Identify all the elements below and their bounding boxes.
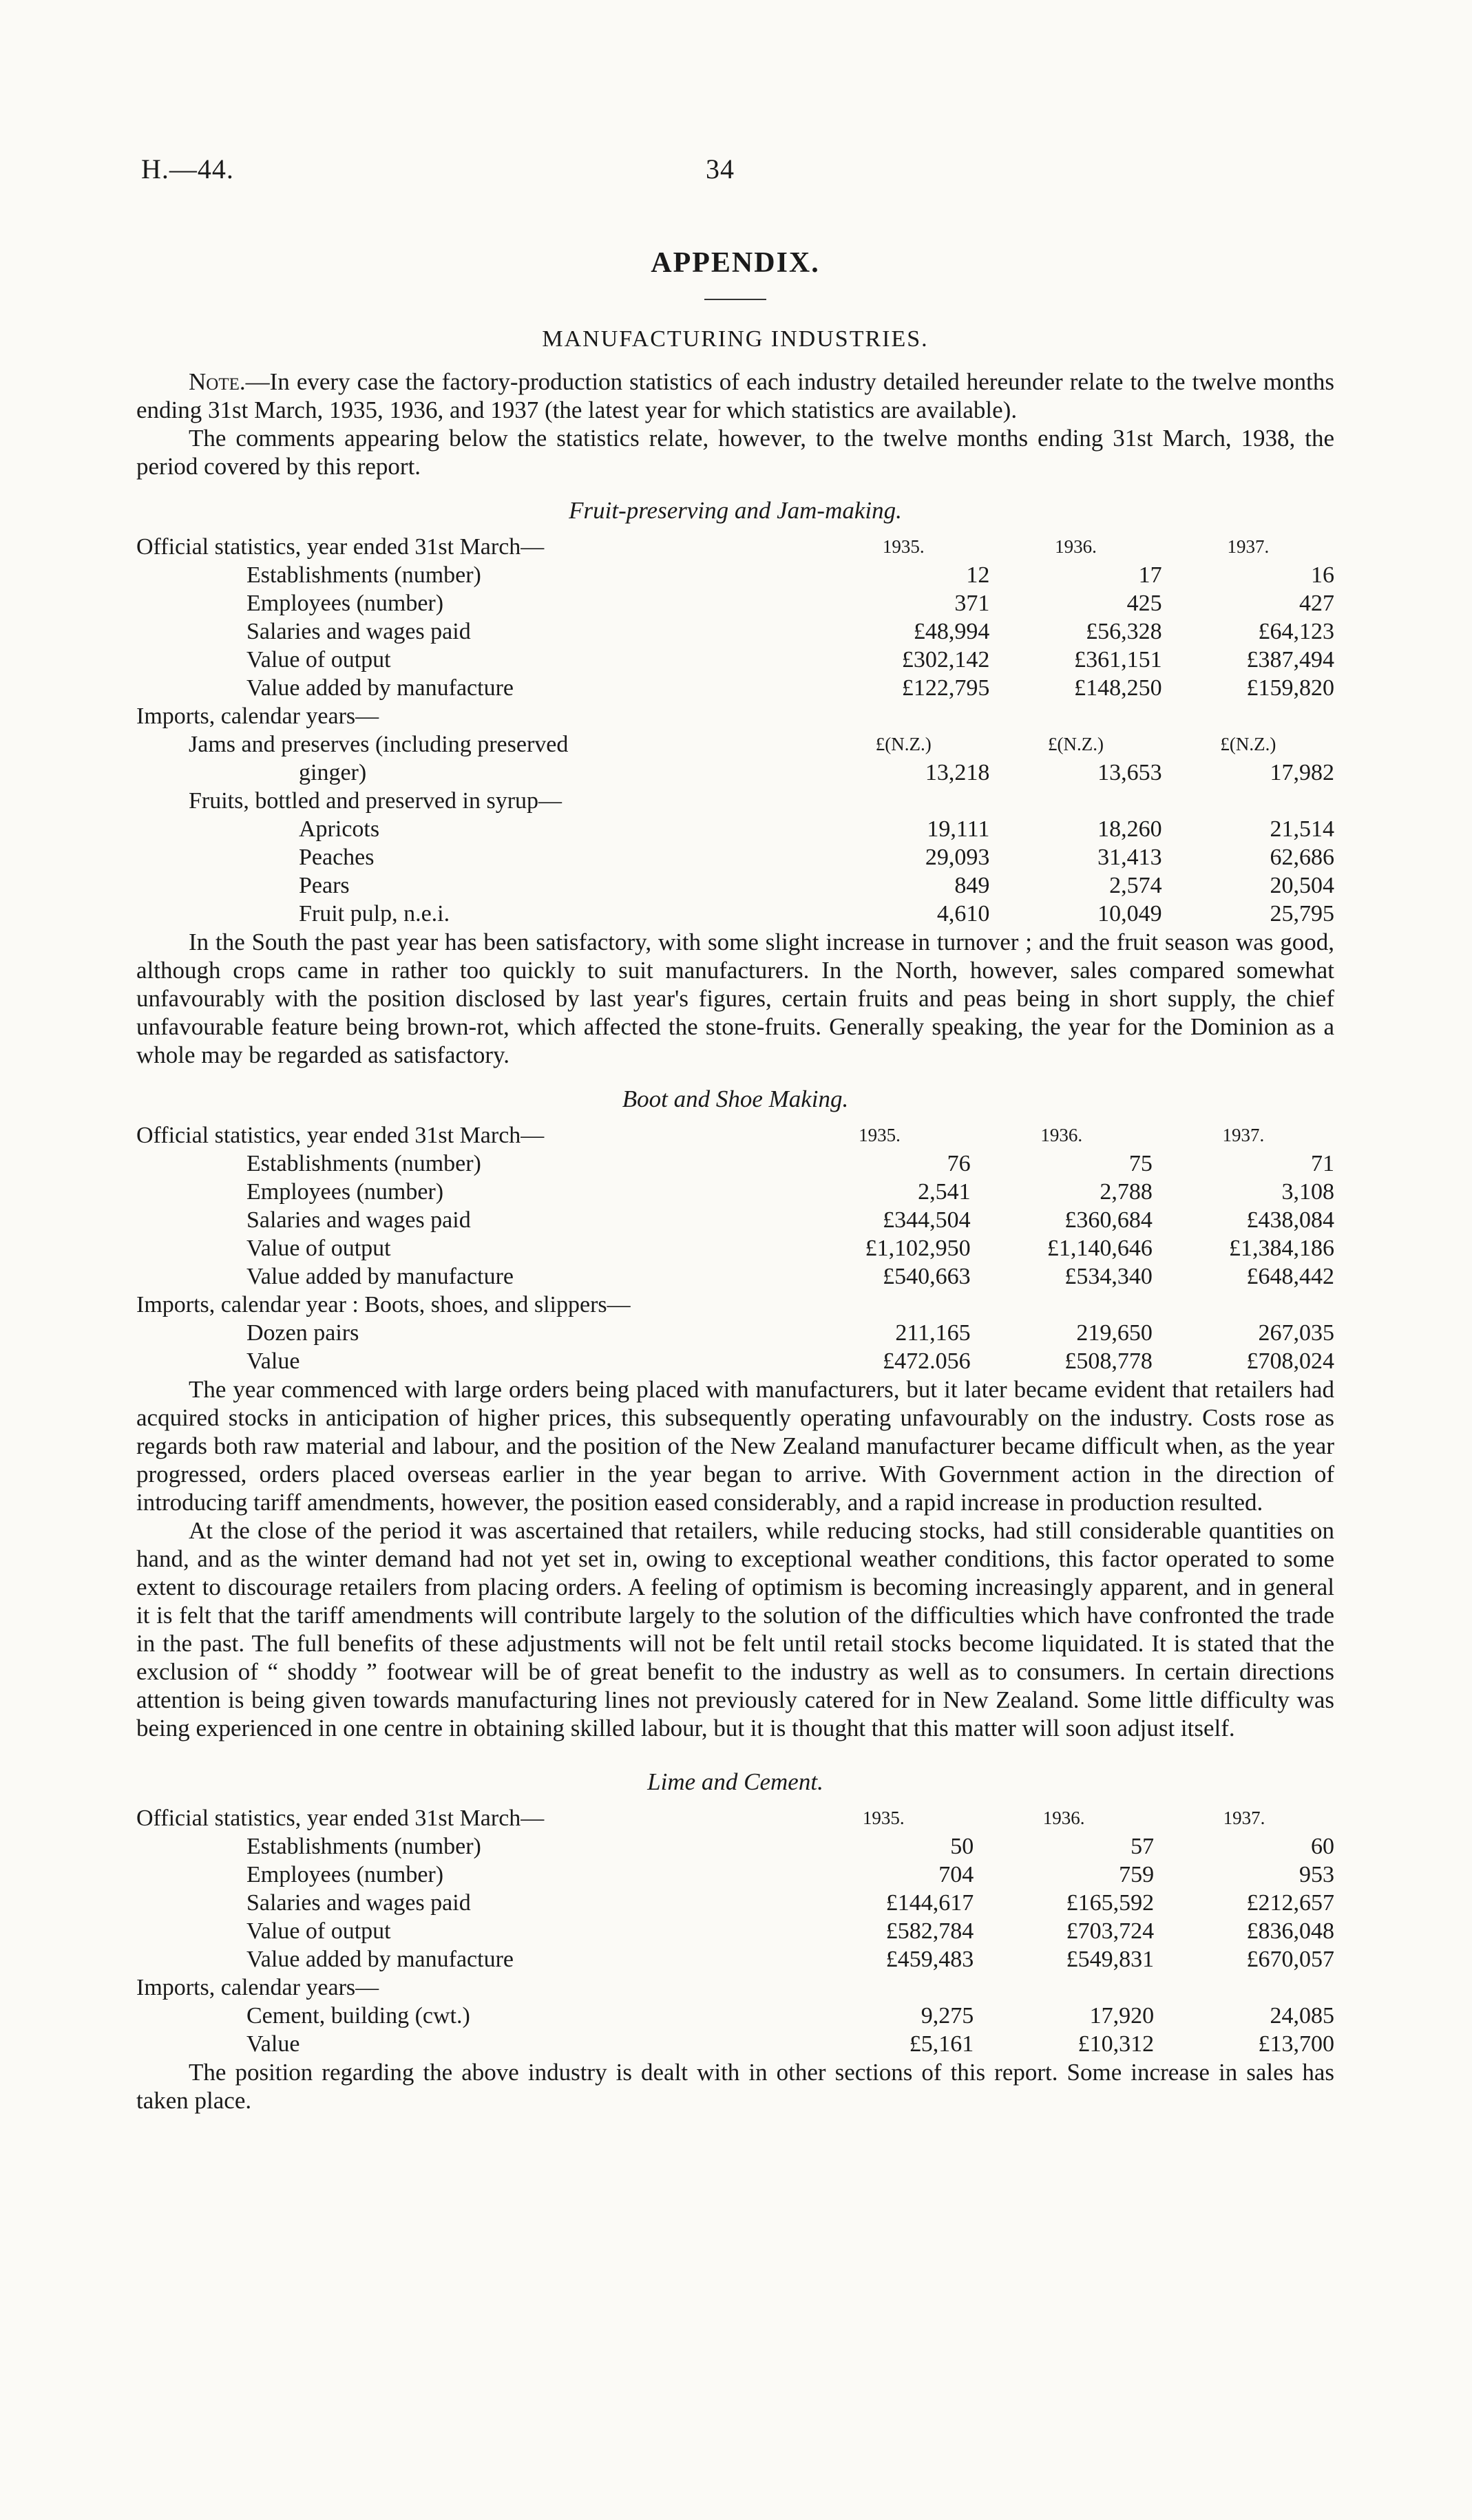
cell: 62,686 — [1270, 845, 1334, 870]
cell: 2,541 — [918, 1179, 971, 1205]
cell: 425 — [1126, 591, 1162, 616]
cell: £582,784 — [885, 1918, 974, 1944]
cell: £148,250 — [1074, 675, 1162, 701]
note-paragraph — [136, 368, 1334, 424]
cell: 57 — [1131, 1834, 1155, 1859]
table-row — [136, 1917, 1334, 1945]
lime-stats-table — [136, 1804, 1334, 2058]
cell: £360,684 — [1064, 1207, 1153, 1233]
row-label: Value of output — [246, 647, 391, 673]
cell: £508,778 — [1064, 1348, 1153, 1374]
cell: 17 — [1138, 562, 1162, 588]
table-row — [136, 1945, 1334, 1973]
table-row — [136, 815, 1334, 843]
table-row — [136, 646, 1334, 674]
cell: £836,048 — [1246, 1918, 1334, 1944]
row-label: Peaches — [299, 845, 375, 870]
cell: 704 — [938, 1862, 974, 1887]
row-label: Employees (number) — [246, 1862, 444, 1887]
row-label: Establishments (number) — [246, 1834, 481, 1859]
cell: 2,788 — [1100, 1179, 1153, 1205]
year-header: 1935. — [862, 1808, 905, 1828]
note-text: —In every case the factory-production statistics of each industry detailed hereunder relate to the twelve months ending 31st March, 1935, 1936, and 1937 (the latest year for which statistics are available). — [136, 368, 1334, 423]
row-label: Value added by manufacture — [246, 675, 514, 701]
cell: £64,123 — [1258, 619, 1334, 644]
cell: £10,312 — [1077, 2031, 1155, 2057]
cell: 211,165 — [895, 1320, 971, 1346]
row-label: Establishments (number) — [246, 1151, 481, 1176]
cell: £5,161 — [909, 2031, 974, 2057]
row-label: Employees (number) — [246, 591, 444, 616]
unit-header: £(N.Z.) — [1048, 734, 1104, 754]
table-row — [136, 533, 1334, 561]
unit-header: £(N.Z.) — [875, 734, 932, 754]
table-row — [136, 589, 1334, 617]
section-heading-boot: Boot and Shoe Making. — [622, 1086, 849, 1112]
row-label: Value added by manufacture — [246, 1947, 514, 1972]
cell: 24,085 — [1270, 2003, 1334, 2029]
page-number: 34 — [706, 153, 735, 184]
cell: £13,700 — [1258, 2031, 1334, 2057]
note-paragraph-2: The comments appearing below the statistics relate, however, to the twelve months ending 31st March, 1938, the period covered by this report. — [136, 425, 1334, 480]
row-label: Cement, building (cwt.) — [246, 2003, 470, 2029]
cell: 76 — [947, 1151, 971, 1176]
cell: £534,340 — [1064, 1264, 1153, 1289]
cell: 219,650 — [1076, 1320, 1153, 1346]
cell: 19,111 — [927, 816, 990, 842]
boot-comment-2: At the close of the period it was ascertained that retailers, while reducing stocks, had still considerable quantities on hand, and as the winter demand had not yet set in, owing to exceptional weather conditions, this factor operated to some extent to discourage retailers from placing orders. A feeling of optimism is becoming increasingly apparent, and in general it is felt that the tariff amendments will contribute largely to the solution of the difficulties which have confronted the trade in the past. The full benefits of these adjustments will not be felt until retail stocks become liquidated. It is stated that the exclusion of “ shoddy ” footwear will be of great benefit to the industry as well as to consumers. In certain directions attention is being given towards manufacturing lines not previously catered for in New Zealand. Some little difficulty was being experienced in one centre in obtaining skilled labour, but it is thought that this matter will soon adjust itself. — [136, 1517, 1334, 1741]
row-label: Value added by manufacture — [246, 1264, 514, 1289]
cell: £344,504 — [883, 1207, 971, 1233]
imports-label: Imports, calendar years— — [136, 703, 379, 729]
cell: 13,653 — [1097, 760, 1162, 785]
fruit-comment: In the South the past year has been satisfactory, with some slight increase in turnover ; and the fruit season was good, although crops came in rather too quickly to suit manufacturers. In the North, however, sales compared somewhat unfavourably with the position disclosed by last year's figures, certain fruits and peas being in short supply, the chief unfavourable feature being brown-rot, which affected the stone-fruits. Generally speaking, the year for the Dominion as a whole may be regarded as satisfactory. — [136, 929, 1334, 1068]
cell: £1,140,646 — [1047, 1236, 1153, 1261]
year-header: 1936. — [1040, 1125, 1083, 1145]
row-label: ginger) — [299, 760, 367, 785]
cell: 371 — [954, 591, 990, 616]
imports-label: Imports, calendar year : Boots, shoes, and slippers— — [136, 1292, 631, 1317]
table-row — [136, 674, 1334, 702]
table-row — [136, 1804, 1334, 1832]
table-row — [136, 561, 1334, 589]
table-row — [136, 702, 1334, 730]
cell: £159,820 — [1246, 675, 1334, 701]
year-header: 1935. — [882, 536, 925, 557]
cell: £122,795 — [901, 675, 990, 701]
imports-label: Imports, calendar years— — [136, 1975, 379, 2000]
cell: 16 — [1311, 562, 1334, 588]
table-row — [136, 1832, 1334, 1861]
cell: 953 — [1299, 1862, 1334, 1887]
cell: 75 — [1128, 1151, 1153, 1176]
cell: £387,494 — [1246, 647, 1334, 673]
row-label: Apricots — [299, 816, 380, 842]
table-row — [136, 2002, 1334, 2030]
year-header: 1937. — [1223, 1808, 1265, 1828]
cell: 17,920 — [1089, 2003, 1155, 2029]
note-label: Note. — [189, 368, 246, 395]
table-row — [136, 1150, 1334, 1178]
cell: £302,142 — [901, 647, 990, 673]
table-row — [136, 1861, 1334, 1889]
year-header: 1937. — [1227, 536, 1270, 557]
table-row — [136, 787, 1334, 815]
cell: 759 — [1119, 1862, 1155, 1887]
cell: 427 — [1299, 591, 1334, 616]
cell: 4,610 — [936, 901, 990, 927]
row-label: Fruit pulp, n.e.i. — [299, 901, 450, 927]
cell: £212,657 — [1246, 1890, 1334, 1916]
cell: £56,328 — [1086, 619, 1162, 644]
cell: £540,663 — [883, 1264, 971, 1289]
cell: £361,151 — [1074, 647, 1162, 673]
cell: 17,982 — [1270, 760, 1334, 785]
table-row — [136, 871, 1334, 900]
row-label: Dozen pairs — [246, 1320, 359, 1346]
row-label: Jams and preserves (including preserved — [189, 732, 569, 757]
table-row — [136, 1178, 1334, 1206]
cell: £459,483 — [885, 1947, 974, 1972]
year-header: 1936. — [1055, 536, 1097, 557]
table-row — [136, 1889, 1334, 1917]
section-heading-lime: Lime and Cement. — [647, 1768, 823, 1795]
row-label: Value of output — [246, 1236, 391, 1261]
section-heading-fruit: Fruit-preserving and Jam-making. — [569, 497, 902, 524]
table-row — [136, 1291, 1334, 1319]
cell: £549,831 — [1066, 1947, 1155, 1972]
row-label: Salaries and wages paid — [246, 1207, 471, 1233]
table-row — [136, 900, 1334, 928]
cell: 25,795 — [1270, 901, 1334, 927]
cell: £703,724 — [1066, 1918, 1155, 1944]
cell: 31,413 — [1097, 845, 1162, 870]
stats-label: Official statistics, year ended 31st March— — [136, 1806, 545, 1831]
table-row — [136, 730, 1334, 759]
cell: 18,260 — [1097, 816, 1162, 842]
cell: 10,049 — [1097, 901, 1162, 927]
cell: £1,384,186 — [1229, 1236, 1334, 1261]
cell: £670,057 — [1246, 1947, 1334, 1972]
cell: £48,994 — [913, 619, 990, 644]
table-row — [136, 1347, 1334, 1375]
boot-stats-table — [136, 1121, 1334, 1375]
cell: 29,093 — [925, 845, 990, 870]
page-title: APPENDIX. — [651, 247, 820, 279]
stats-label: Official statistics, year ended 31st March— — [136, 534, 545, 560]
row-label: Salaries and wages paid — [246, 619, 471, 644]
table-row — [136, 1262, 1334, 1291]
row-label: Establishments (number) — [246, 562, 481, 588]
table-row — [136, 617, 1334, 646]
cell: £438,084 — [1246, 1207, 1334, 1233]
cell: 13,218 — [925, 760, 990, 785]
row-label: Employees (number) — [246, 1179, 444, 1205]
table-row — [136, 843, 1334, 871]
cell: £144,617 — [885, 1890, 974, 1916]
cell: 3,108 — [1281, 1179, 1334, 1205]
cell: £1,102,950 — [865, 1236, 971, 1261]
cell: 849 — [954, 873, 990, 898]
cell: 267,035 — [1258, 1320, 1334, 1346]
row-label: Salaries and wages paid — [246, 1890, 471, 1916]
row-label: Fruits, bottled and preserved in syrup— — [189, 788, 562, 814]
cell: £165,592 — [1066, 1890, 1155, 1916]
table-row — [136, 759, 1334, 787]
cell: 21,514 — [1270, 816, 1334, 842]
row-label: Pears — [299, 873, 350, 898]
page-body — [136, 145, 1334, 2115]
row-label: Value — [246, 2031, 300, 2057]
table-row — [136, 1973, 1334, 2002]
cell: £472.056 — [883, 1348, 971, 1374]
year-header: 1936. — [1042, 1808, 1085, 1828]
table-row — [136, 2030, 1334, 2058]
boot-comment-1: The year commenced with large orders being placed with manufacturers, but it later became evident that retailers had acquired stocks in anticipation of higher prices, this subsequently operating unfavourably on the industry. Costs rose as regards both raw material and labour, and the position of the New Zealand manufacturer became difficult when, as the year progressed, orders placed overseas earlier in the year began to arrive. With Government action in the direction of introducing tariff amendments, however, the position eased considerably, and a rapid increase in production resulted. — [136, 1376, 1334, 1516]
row-label: Value — [246, 1348, 300, 1374]
fruit-stats-table — [136, 533, 1334, 928]
cell: 71 — [1311, 1151, 1334, 1176]
cell: 20,504 — [1270, 873, 1334, 898]
cell: 12 — [966, 562, 990, 588]
row-label: Value of output — [246, 1918, 391, 1944]
cell: 2,574 — [1109, 873, 1162, 898]
cell: £708,024 — [1246, 1348, 1334, 1374]
year-header: 1937. — [1222, 1125, 1265, 1145]
lime-comment: The position regarding the above industry is dealt with in other sections of this report. Some increase in sales has taken place. — [136, 2059, 1334, 2114]
cell: 50 — [950, 1834, 974, 1859]
year-header: 1935. — [859, 1125, 901, 1145]
unit-header: £(N.Z.) — [1220, 734, 1276, 754]
title-rule — [704, 299, 766, 300]
page-subtitle: MANUFACTURING INDUSTRIES. — [542, 326, 929, 352]
cell: £648,442 — [1246, 1264, 1334, 1289]
table-row — [136, 1319, 1334, 1347]
cell: 9,275 — [921, 2003, 974, 2029]
cell: 60 — [1311, 1834, 1334, 1859]
table-row — [136, 1234, 1334, 1262]
table-row — [136, 1121, 1334, 1150]
stats-label: Official statistics, year ended 31st March— — [136, 1123, 545, 1148]
table-row — [136, 1206, 1334, 1234]
document-reference: H.—44. — [141, 153, 234, 184]
